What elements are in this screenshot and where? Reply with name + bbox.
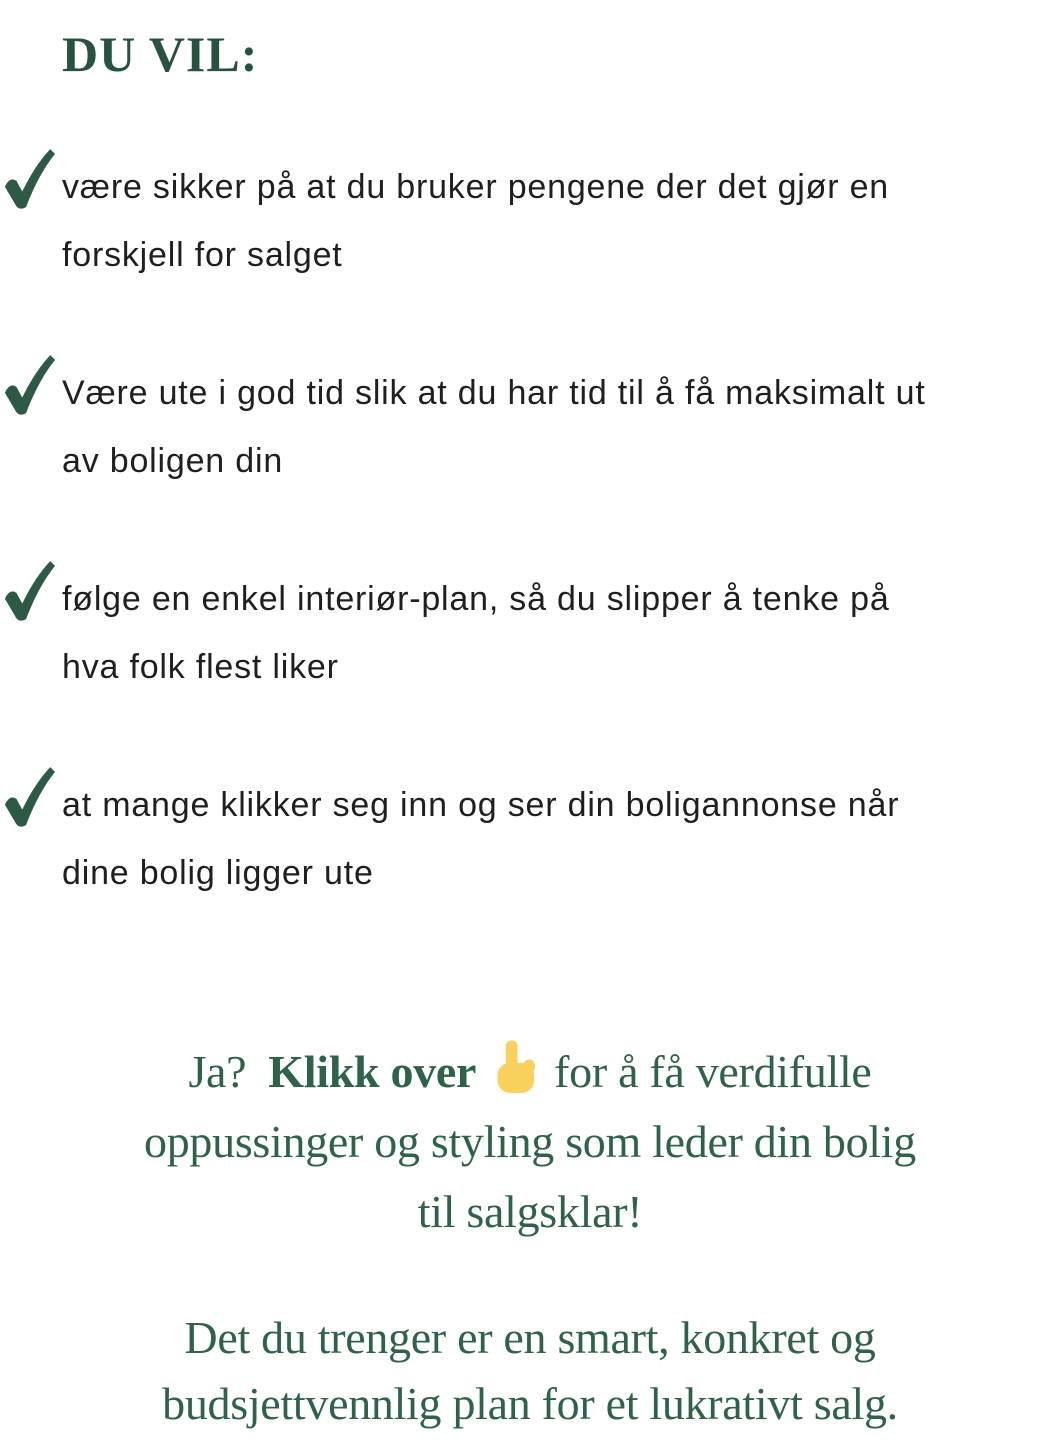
closing-line2: budsjettvennlig plan for et lukrativt salg. [162, 1378, 898, 1429]
checklist-item [0, 153, 1060, 289]
cta-bold: Klikk over [268, 1046, 477, 1097]
cta-after-emoji: for å få verdifulle [554, 1046, 872, 1097]
checklist-item [0, 359, 1060, 495]
checklist-item-line: forskjell for salget [62, 236, 343, 274]
checklist-item-line: følge en enkel interiør-plan, så du slipper å tenke på [62, 580, 890, 618]
cta-prefix: Ja? [188, 1046, 247, 1097]
cta-line3: til salgsklar! [417, 1186, 643, 1237]
checkmark-icon [2, 765, 56, 829]
checkmark-icon [2, 147, 56, 211]
closing-text [15, 1305, 1045, 1437]
checkmark-icon [2, 559, 56, 623]
cta-line2: oppussinger og styling som leder din bolig [144, 1116, 916, 1167]
checklist-item-line: dine bolig ligger ute [62, 854, 374, 892]
closing-line1: Det du trenger er en smart, konkret og [184, 1312, 876, 1363]
checklist-item-line: at mange klikker seg inn og ser din boligannonse når [62, 786, 900, 824]
checkmark-icon [2, 353, 56, 417]
checklist-item-line: av boligen din [62, 442, 284, 480]
checklist-item [0, 771, 1060, 907]
checklist-item-line: være sikker på at du bruker pengene der det gjør en [62, 168, 890, 206]
point-up-icon [490, 1039, 540, 1095]
checklist-item-line: Være ute i god tid slik at du har tid til å få maksimalt ut [62, 374, 926, 412]
checklist-item-line: hva folk flest liker [62, 648, 339, 686]
page-title: DU VIL: [62, 26, 259, 82]
checklist-item [0, 565, 1060, 701]
checklist [0, 153, 1060, 907]
cta-text [30, 1037, 1030, 1247]
